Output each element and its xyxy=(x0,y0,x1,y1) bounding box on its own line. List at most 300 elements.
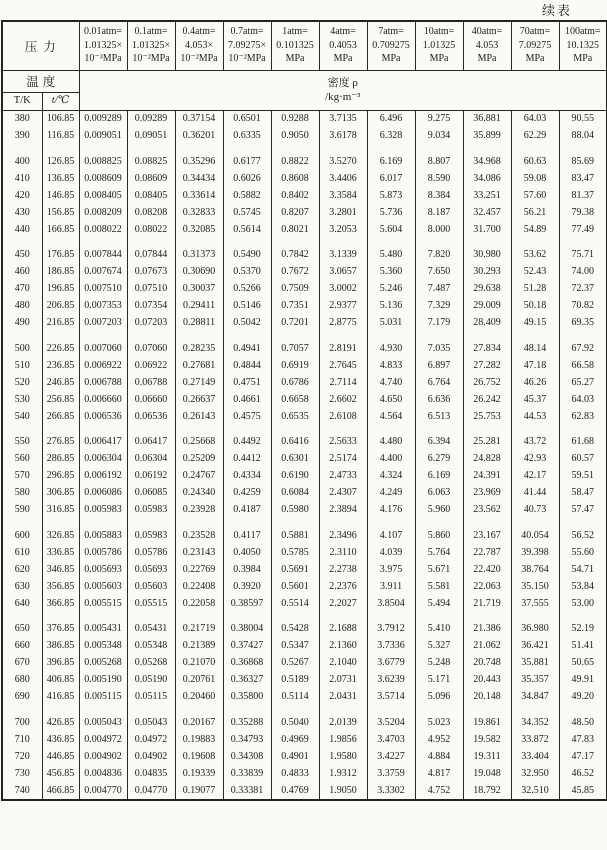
density-value-cell: 43.72 xyxy=(511,425,559,451)
density-value-cell: 0.08022 xyxy=(127,221,175,238)
table-row xyxy=(2,765,607,782)
density-value-cell: 0.8207 xyxy=(271,204,319,221)
density-value-cell: 7.035 xyxy=(415,332,463,358)
density-value-cell: 0.007060 xyxy=(79,332,127,358)
density-value-cell: 33.251 xyxy=(463,187,511,204)
temp-celsius-cell: 456.85 xyxy=(42,765,79,782)
density-value-cell: 62.29 xyxy=(511,128,559,145)
density-value-cell: 0.4901 xyxy=(271,748,319,765)
density-value-cell: 0.06660 xyxy=(127,391,175,408)
density-value-cell: 4.884 xyxy=(415,748,463,765)
density-value-cell: 0.8402 xyxy=(271,187,319,204)
table-row xyxy=(2,264,607,281)
density-value-cell: 21.719 xyxy=(463,595,511,612)
density-value-cell: 0.05983 xyxy=(127,502,175,519)
density-value-cell: 0.4259 xyxy=(223,485,271,502)
density-value-cell: 35.881 xyxy=(511,655,559,672)
density-value-cell: 0.35296 xyxy=(175,145,223,171)
pressure-column-header: 0.1atm= 1.01325× 10⁻²MPa xyxy=(127,21,175,70)
density-value-cell: 22.063 xyxy=(463,578,511,595)
density-value-cell: 0.32085 xyxy=(175,221,223,238)
density-value-cell: 44.53 xyxy=(511,408,559,425)
density-value-cell: 5.581 xyxy=(415,578,463,595)
density-value-cell: 0.5266 xyxy=(223,281,271,298)
density-value-cell: 1.9580 xyxy=(319,748,367,765)
density-value-cell: 0.9050 xyxy=(271,128,319,145)
density-value-cell: 0.006192 xyxy=(79,468,127,485)
density-value-cell: 0.5882 xyxy=(223,187,271,204)
density-label xyxy=(79,70,607,110)
density-value-cell: 0.9288 xyxy=(271,110,319,128)
temp-kelvin-cell: 630 xyxy=(14,580,30,592)
density-value-cell: 77.49 xyxy=(559,221,607,238)
density-value-cell: 0.36327 xyxy=(223,672,271,689)
temp-celsius-cell: 176.85 xyxy=(42,238,79,264)
density-value-cell: 0.005693 xyxy=(79,561,127,578)
density-value-cell: 5.096 xyxy=(415,689,463,706)
density-value-cell: 2.6602 xyxy=(319,391,367,408)
density-value-cell: 0.5980 xyxy=(271,502,319,519)
density-value-cell: 0.34308 xyxy=(223,748,271,765)
density-value-cell: 0.005883 xyxy=(79,519,127,545)
density-value-cell: 0.06536 xyxy=(127,408,175,425)
density-value-cell: 79.38 xyxy=(559,204,607,221)
density-value-cell: 2.7114 xyxy=(319,374,367,391)
density-value-cell: 21.062 xyxy=(463,638,511,655)
density-value-cell: 19.311 xyxy=(463,748,511,765)
pressure-column-header: 100atm= 10.1325 MPa xyxy=(559,21,607,70)
density-value-cell: 0.007844 xyxy=(79,238,127,264)
density-value-cell: 64.03 xyxy=(559,391,607,408)
density-value-cell: 55.60 xyxy=(559,544,607,561)
density-value-cell: 0.8021 xyxy=(271,221,319,238)
temp-kelvin-cell: 710 xyxy=(14,733,30,745)
density-value-cell: 24.828 xyxy=(463,451,511,468)
temp-kelvin-cell: 480 xyxy=(14,300,30,311)
density-value-cell: 35.150 xyxy=(511,578,559,595)
density-value-cell: 4.107 xyxy=(367,519,415,545)
density-value-cell: 75.71 xyxy=(559,238,607,264)
pressure-label: 压力 xyxy=(2,21,79,70)
density-value-cell: 40.054 xyxy=(511,519,559,545)
table-row xyxy=(2,357,607,374)
density-value-cell: 6.063 xyxy=(415,485,463,502)
density-value-cell: 54.71 xyxy=(559,561,607,578)
temp-celsius-cell: 286.85 xyxy=(42,451,79,468)
density-value-cell: 2.3496 xyxy=(319,519,367,545)
density-value-cell: 4.400 xyxy=(367,451,415,468)
density-value-cell: 59.51 xyxy=(559,468,607,485)
density-value-cell: 3.5714 xyxy=(367,689,415,706)
density-value-cell: 47.83 xyxy=(559,731,607,748)
density-value-cell: 5.860 xyxy=(415,519,463,545)
density-value-cell: 35.357 xyxy=(511,672,559,689)
density-value-cell: 0.07844 xyxy=(127,238,175,264)
density-value-cell: 0.7201 xyxy=(271,315,319,332)
density-value-cell: 0.008022 xyxy=(79,221,127,238)
density-value-cell: 4.480 xyxy=(367,425,415,451)
density-value-cell: 8.000 xyxy=(415,221,463,238)
temp-celsius-cell: 166.85 xyxy=(42,221,79,238)
density-value-cell: 23.562 xyxy=(463,502,511,519)
table-row xyxy=(2,315,607,332)
temp-kelvin-header: T/K xyxy=(2,92,42,110)
density-value-cell: 0.05515 xyxy=(127,595,175,612)
density-value-cell: 0.006536 xyxy=(79,408,127,425)
temp-celsius-cell: 326.85 xyxy=(42,519,79,545)
density-value-cell: 0.32833 xyxy=(175,204,223,221)
table-row xyxy=(2,689,607,706)
density-value-cell: 5.604 xyxy=(367,221,415,238)
density-value-cell: 2.4733 xyxy=(319,468,367,485)
density-value-cell: 0.5347 xyxy=(271,638,319,655)
density-value-cell: 0.4117 xyxy=(223,519,271,545)
density-value-cell: 0.06192 xyxy=(127,468,175,485)
density-value-cell: 0.05786 xyxy=(127,544,175,561)
temp-celsius-cell: 126.85 xyxy=(42,145,79,171)
density-value-cell: 4.249 xyxy=(367,485,415,502)
temp-kelvin-cell: 600 xyxy=(14,529,30,541)
density-value-cell: 3.2801 xyxy=(319,204,367,221)
temp-kelvin-cell: 530 xyxy=(14,393,30,405)
density-value-cell: 2.8191 xyxy=(319,332,367,358)
density-value-cell: 57.47 xyxy=(559,502,607,519)
density-value-cell: 60.57 xyxy=(559,451,607,468)
density-value-cell: 0.004902 xyxy=(79,748,127,765)
density-value-cell: 0.30037 xyxy=(175,281,223,298)
density-value-cell: 0.008209 xyxy=(79,204,127,221)
temp-celsius-cell: 366.85 xyxy=(42,595,79,612)
pressure-column-header: 7atm= 0.709275 MPa xyxy=(367,21,415,70)
density-value-cell: 5.736 xyxy=(367,204,415,221)
density-value-cell: 85.69 xyxy=(559,145,607,171)
table-row xyxy=(2,187,607,204)
density-value-cell: 34.352 xyxy=(511,706,559,732)
density-value-cell: 3.8504 xyxy=(367,595,415,612)
density-value-cell: 6.513 xyxy=(415,408,463,425)
density-value-cell: 0.04770 xyxy=(127,782,175,800)
temp-celsius-cell: 236.85 xyxy=(42,357,79,374)
table-row xyxy=(2,638,607,655)
density-value-cell: 0.24767 xyxy=(175,468,223,485)
density-value-cell: 3.911 xyxy=(367,578,415,595)
density-value-cell: 5.360 xyxy=(367,264,415,281)
density-value-cell: 0.4412 xyxy=(223,451,271,468)
density-value-cell: 2.1688 xyxy=(319,612,367,638)
density-value-cell: 36.881 xyxy=(463,110,511,128)
density-value-cell: 0.5745 xyxy=(223,204,271,221)
density-value-cell: 0.08825 xyxy=(127,145,175,171)
density-value-cell: 19.861 xyxy=(463,706,511,732)
density-value-cell: 23.969 xyxy=(463,485,511,502)
temp-kelvin-cell: 430 xyxy=(14,206,30,218)
density-value-cell: 52.19 xyxy=(559,612,607,638)
density-value-cell: 0.6658 xyxy=(271,391,319,408)
density-value-cell: 0.6177 xyxy=(223,145,271,171)
density-value-cell: 0.4751 xyxy=(223,374,271,391)
density-value-cell: 70.82 xyxy=(559,298,607,315)
table-row xyxy=(2,170,607,187)
density-value-cell: 8.807 xyxy=(415,145,463,171)
density-value-cell: 4.740 xyxy=(367,374,415,391)
density-value-cell: 51.28 xyxy=(511,281,559,298)
density-value-cell: 0.05603 xyxy=(127,578,175,595)
density-value-cell: 5.960 xyxy=(415,502,463,519)
density-value-cell: 0.08208 xyxy=(127,204,175,221)
temp-celsius-cell: 446.85 xyxy=(42,748,79,765)
density-label-line1: 密度 ρ xyxy=(327,77,358,89)
density-value-cell: 0.006788 xyxy=(79,374,127,391)
temp-kelvin-cell: 590 xyxy=(14,504,30,515)
temp-celsius-cell: 346.85 xyxy=(42,561,79,578)
density-value-cell: 36.980 xyxy=(511,612,559,638)
temp-kelvin-cell: 550 xyxy=(14,436,30,447)
temp-celsius-cell: 256.85 xyxy=(42,391,79,408)
density-value-cell: 0.007203 xyxy=(79,315,127,332)
density-value-cell: 0.006660 xyxy=(79,391,127,408)
density-value-cell: 2.4307 xyxy=(319,485,367,502)
pressure-column-header: 70atm= 7.09275 MPa xyxy=(511,21,559,70)
density-value-cell: 0.5114 xyxy=(271,689,319,706)
density-value-cell: 29.009 xyxy=(463,298,511,315)
density-value-cell: 61.68 xyxy=(559,425,607,451)
density-value-cell: 0.4492 xyxy=(223,425,271,451)
density-value-cell: 0.28811 xyxy=(175,315,223,332)
table-row xyxy=(2,672,607,689)
density-value-cell: 32.510 xyxy=(511,782,559,800)
density-value-cell: 3.4703 xyxy=(367,731,415,748)
density-value-cell: 2.6108 xyxy=(319,408,367,425)
density-value-cell: 0.005515 xyxy=(79,595,127,612)
density-value-cell: 64.03 xyxy=(511,110,559,128)
temp-kelvin-cell: 470 xyxy=(14,283,30,294)
density-value-cell: 2.3894 xyxy=(319,502,367,519)
density-value-cell: 0.27681 xyxy=(175,357,223,374)
density-value-cell: 0.5370 xyxy=(223,264,271,281)
density-value-cell: 0.25209 xyxy=(175,451,223,468)
density-value-cell: 27.834 xyxy=(463,332,511,358)
density-value-cell: 0.04835 xyxy=(127,765,175,782)
temp-celsius-cell: 276.85 xyxy=(42,425,79,451)
density-value-cell: 54.89 xyxy=(511,221,559,238)
density-value-cell: 0.31373 xyxy=(175,238,223,264)
density-value-cell: 20.443 xyxy=(463,672,511,689)
density-value-cell: 3.4406 xyxy=(319,170,367,187)
density-value-cell: 1.9312 xyxy=(319,765,367,782)
density-value-cell: 0.37427 xyxy=(223,638,271,655)
density-value-cell: 6.394 xyxy=(415,425,463,451)
density-value-cell: 5.023 xyxy=(415,706,463,732)
density-value-cell: 0.19077 xyxy=(175,782,223,800)
density-value-cell: 81.37 xyxy=(559,187,607,204)
temp-celsius-header: t/℃ xyxy=(42,92,79,110)
density-value-cell: 0.005348 xyxy=(79,638,127,655)
density-value-cell: 0.07354 xyxy=(127,298,175,315)
density-value-cell: 9.275 xyxy=(415,110,463,128)
density-value-cell: 0.35800 xyxy=(223,689,271,706)
density-value-cell: 5.136 xyxy=(367,298,415,315)
density-value-cell: 0.06417 xyxy=(127,425,175,451)
temp-kelvin-cell: 580 xyxy=(14,487,30,498)
density-value-cell: 0.6026 xyxy=(223,170,271,187)
table-row xyxy=(2,408,607,425)
density-value-cell: 0.06788 xyxy=(127,374,175,391)
density-value-cell: 0.6919 xyxy=(271,357,319,374)
density-value-cell: 50.65 xyxy=(559,655,607,672)
table-row xyxy=(2,748,607,765)
density-value-cell: 4.817 xyxy=(415,765,463,782)
density-value-cell: 20.148 xyxy=(463,689,511,706)
density-value-cell: 2.1360 xyxy=(319,638,367,655)
table-row xyxy=(2,110,607,128)
density-value-cell: 0.05268 xyxy=(127,655,175,672)
density-value-cell: 0.24340 xyxy=(175,485,223,502)
density-value-cell: 0.27149 xyxy=(175,374,223,391)
temp-celsius-cell: 376.85 xyxy=(42,612,79,638)
density-value-cell: 0.4187 xyxy=(223,502,271,519)
table-body xyxy=(2,110,607,800)
density-value-cell: 4.564 xyxy=(367,408,415,425)
density-value-cell: 30.293 xyxy=(463,264,511,281)
density-value-cell: 4.324 xyxy=(367,468,415,485)
density-value-cell: 8.590 xyxy=(415,170,463,187)
density-value-cell: 0.5881 xyxy=(271,519,319,545)
density-value-cell: 0.6416 xyxy=(271,425,319,451)
density-value-cell: 46.26 xyxy=(511,374,559,391)
density-value-cell: 0.26637 xyxy=(175,391,223,408)
temp-celsius-cell: 386.85 xyxy=(42,638,79,655)
density-value-cell: 6.169 xyxy=(367,145,415,171)
density-value-cell: 2.9377 xyxy=(319,298,367,315)
temp-kelvin-cell: 440 xyxy=(14,223,30,235)
density-value-cell: 0.08609 xyxy=(127,170,175,187)
density-label-line2: /kg·m⁻³ xyxy=(325,91,361,103)
density-value-cell: 23.167 xyxy=(463,519,511,545)
density-value-cell: 0.21719 xyxy=(175,612,223,638)
table-row xyxy=(2,128,607,145)
density-value-cell: 0.20167 xyxy=(175,706,223,732)
pressure-column-header: 40atm= 4.053 MPa xyxy=(463,21,511,70)
temp-celsius-cell: 246.85 xyxy=(42,374,79,391)
temp-celsius-cell: 226.85 xyxy=(42,332,79,358)
density-value-cell: 7.650 xyxy=(415,264,463,281)
density-value-cell: 0.07060 xyxy=(127,332,175,358)
density-value-cell: 0.007510 xyxy=(79,281,127,298)
density-value-cell: 0.05190 xyxy=(127,672,175,689)
density-value-cell: 0.5040 xyxy=(271,706,319,732)
density-value-cell: 4.930 xyxy=(367,332,415,358)
density-value-cell: 0.4769 xyxy=(271,782,319,800)
density-value-cell: 0.09051 xyxy=(127,128,175,145)
density-value-cell: 0.7351 xyxy=(271,298,319,315)
density-value-cell: 0.4969 xyxy=(271,731,319,748)
temp-kelvin-cell: 560 xyxy=(14,453,30,464)
density-value-cell: 45.37 xyxy=(511,391,559,408)
density-value-cell: 49.91 xyxy=(559,672,607,689)
density-value-cell: 3.6178 xyxy=(319,128,367,145)
density-value-cell: 2.3110 xyxy=(319,544,367,561)
table-row xyxy=(2,782,607,800)
density-value-cell: 0.05115 xyxy=(127,689,175,706)
density-value-cell: 22.420 xyxy=(463,561,511,578)
density-value-cell: 5.480 xyxy=(367,238,415,264)
density-value-cell: 0.34434 xyxy=(175,170,223,187)
temp-celsius-cell: 336.85 xyxy=(42,544,79,561)
density-value-cell: 0.04972 xyxy=(127,731,175,748)
density-value-cell: 27.282 xyxy=(463,357,511,374)
density-value-cell: 0.4941 xyxy=(223,332,271,358)
temp-celsius-cell: 316.85 xyxy=(42,502,79,519)
density-value-cell: 0.26143 xyxy=(175,408,223,425)
density-value-cell: 47.17 xyxy=(559,748,607,765)
density-value-cell: 37.555 xyxy=(511,595,559,612)
density-value-cell: 6.017 xyxy=(367,170,415,187)
density-value-cell: 0.5691 xyxy=(271,561,319,578)
density-value-cell: 49.20 xyxy=(559,689,607,706)
density-value-cell: 3.4227 xyxy=(367,748,415,765)
density-value-cell: 4.952 xyxy=(415,731,463,748)
density-value-cell: 52.43 xyxy=(511,264,559,281)
density-value-cell: 0.22769 xyxy=(175,561,223,578)
density-value-cell: 3.2053 xyxy=(319,221,367,238)
temp-kelvin-cell: 500 xyxy=(14,342,30,354)
density-value-cell: 4.833 xyxy=(367,357,415,374)
density-value-cell: 0.04902 xyxy=(127,748,175,765)
density-value-cell: 6.764 xyxy=(415,374,463,391)
density-value-cell: 2.2738 xyxy=(319,561,367,578)
density-value-cell: 0.07203 xyxy=(127,315,175,332)
density-value-cell: 66.58 xyxy=(559,357,607,374)
density-value-cell: 26.242 xyxy=(463,391,511,408)
density-value-cell: 0.004770 xyxy=(79,782,127,800)
temp-kelvin-cell: 740 xyxy=(14,784,30,796)
density-value-cell: 0.5042 xyxy=(223,315,271,332)
density-value-cell: 2.5174 xyxy=(319,451,367,468)
density-value-cell: 0.005603 xyxy=(79,578,127,595)
temp-kelvin-cell: 730 xyxy=(14,767,30,779)
density-value-cell: 8.187 xyxy=(415,204,463,221)
temp-kelvin-cell: 410 xyxy=(14,172,30,184)
density-value-cell: 2.5633 xyxy=(319,425,367,451)
density-value-cell: 4.176 xyxy=(367,502,415,519)
density-value-cell: 5.248 xyxy=(415,655,463,672)
density-value-cell: 0.19883 xyxy=(175,731,223,748)
density-value-cell: 3.6239 xyxy=(367,672,415,689)
pressure-column-header: 4atm= 0.4053 MPa xyxy=(319,21,367,70)
temp-kelvin-cell: 640 xyxy=(14,597,30,609)
table-row xyxy=(2,561,607,578)
density-value-cell: 0.22058 xyxy=(175,595,223,612)
density-value-cell: 34.968 xyxy=(463,145,511,171)
table-row xyxy=(2,731,607,748)
density-value-cell: 3.3584 xyxy=(319,187,367,204)
density-value-cell: 3.5204 xyxy=(367,706,415,732)
density-value-cell: 34.086 xyxy=(463,170,511,187)
density-value-cell: 0.3920 xyxy=(223,578,271,595)
density-value-cell: 67.92 xyxy=(559,332,607,358)
density-value-cell: 0.5146 xyxy=(223,298,271,315)
density-value-cell: 0.23528 xyxy=(175,519,223,545)
table-row xyxy=(2,595,607,612)
density-value-cell: 7.329 xyxy=(415,298,463,315)
density-value-cell: 3.7912 xyxy=(367,612,415,638)
density-value-cell: 25.753 xyxy=(463,408,511,425)
density-value-cell: 3.3302 xyxy=(367,782,415,800)
density-value-cell: 30.980 xyxy=(463,238,511,264)
table-row xyxy=(2,519,607,545)
density-value-cell: 31.700 xyxy=(463,221,511,238)
density-value-cell: 5.494 xyxy=(415,595,463,612)
